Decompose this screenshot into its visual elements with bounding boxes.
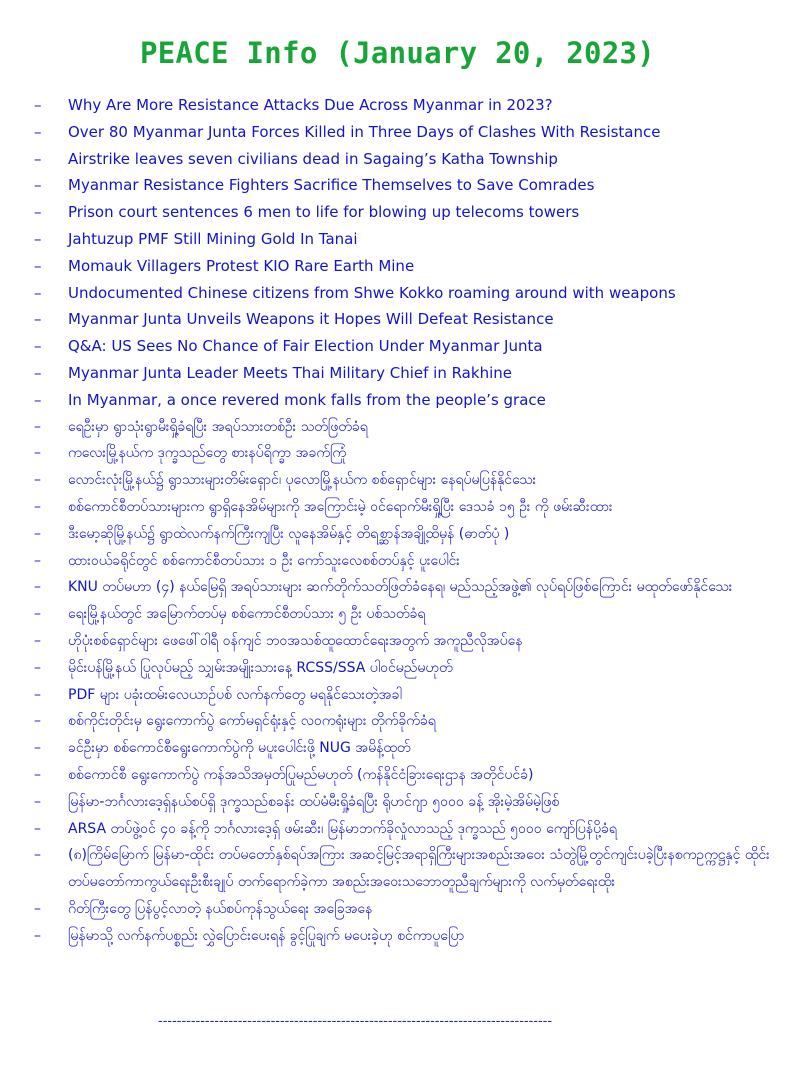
bullet-dash: – xyxy=(34,149,42,168)
headline-link[interactable]: Momauk Villagers Protest KIO Rare Earth Mine xyxy=(68,256,415,275)
headline-item[interactable] xyxy=(32,199,772,226)
headline-item[interactable] xyxy=(32,306,772,333)
bullet-dash: – xyxy=(34,793,41,810)
bullet-dash: – xyxy=(34,203,42,222)
headline-item[interactable] xyxy=(32,521,772,548)
headline-item[interactable] xyxy=(32,842,772,896)
headline-link[interactable]: Why Are More Resistance Attacks Due Across Myanmar in 2023? xyxy=(68,96,553,114)
bullet-dash: – xyxy=(34,283,42,302)
headline-link[interactable]: ARSA တပ်ဖွဲ့ဝင် ၄၀ ခန့်ကို ဘင်္ဂလားဒေ့ရှ် ဖမ်းဆီး၊ မြန်မာဘက်ခိုလှုံလာသည့် ဒုက္ခသည် ၅၀၀၀ ကျော်ပြန်ပို့ခံရ xyxy=(68,820,617,837)
bullet-dash: – xyxy=(34,632,41,649)
bullet-dash: – xyxy=(34,229,42,248)
headline-item[interactable] xyxy=(32,655,772,682)
headline-item[interactable] xyxy=(32,119,772,146)
headline-link[interactable]: မြန်မာ-ဘင်္ဂလားဒေ့ရှ်နယ်စပ်ရှိ ဒုက္ခသည်စခန်း ထပ်မံမီးရှို့ခံရပြီး ရိုဟင်ဂျာ ၅၀၀၀ ခန့် အိုးမဲ့အိမ်မဲ့ဖြစ် xyxy=(68,793,560,810)
page-title: PEACE Info (January 20, 2023) xyxy=(139,36,656,70)
headline-link[interactable]: မြန်မာသို့ လက်နက်ပစ္စည်း လွှဲပြောင်းပေးရန် ခွင့်ပြုချက် မပေးခဲ့ဟု စင်ကာပူပြော xyxy=(68,927,465,944)
headline-item[interactable] xyxy=(32,923,772,950)
headline-link[interactable]: Over 80 Myanmar Junta Forces Killed in Three Days of Clashes With Resistance xyxy=(68,122,661,141)
headline-link[interactable]: Myanmar Resistance Fighters Sacrifice Themselves to Save Comrades xyxy=(68,176,595,195)
headline-item[interactable] xyxy=(32,708,772,735)
headline-link[interactable]: Undocumented Chinese citizens from Shwe Kokko roaming around with weapons xyxy=(68,283,676,302)
headline-link[interactable]: လောင်းလုံးမြို့နယ်၌ ရွာသားများတိမ်းရှောင်၊ ပုလောမြို့နယ်က စစ်ရှောင်များ နေရပ်မပြန်နိုင်သေး xyxy=(68,472,537,489)
headline-item[interactable] xyxy=(32,896,772,923)
bullet-dash: – xyxy=(34,445,41,462)
bullet-dash: – xyxy=(34,713,41,730)
headline-link[interactable]: Prison court sentences 6 men to life for blowing up telecoms towers xyxy=(68,203,580,222)
headline-item[interactable] xyxy=(32,92,772,119)
bullet-dash: – xyxy=(34,847,41,864)
headline-link[interactable]: ရေးမြို့နယ်တွင် အမြောက်တပ်မှ စစ်ကောင်စီတပ်သား ၅ ဦး ပစ်သတ်ခံရ xyxy=(68,606,426,623)
headline-item[interactable] xyxy=(32,789,772,816)
headline-link[interactable]: Airstrike leaves seven civilians dead in Sagaing’s Katha Township xyxy=(68,149,558,168)
headline-link[interactable]: ထားဝယ်ခရိုင်တွင် စစ်ကောင်စီတပ်သား ၁ ဦး ကော်သူးလေစစ်တပ်နှင့် ပူးပေါင်း xyxy=(68,552,460,569)
bullet-dash: – xyxy=(34,256,42,275)
headline-item[interactable] xyxy=(32,280,772,307)
headline-link[interactable]: Q&A: US Sees No Chance of Fair Election Under Myanmar Junta xyxy=(68,337,543,356)
headline-item[interactable] xyxy=(32,682,772,709)
headline-item[interactable] xyxy=(32,494,772,521)
headline-item[interactable] xyxy=(32,574,772,601)
bullet-dash: – xyxy=(34,176,42,195)
headline-link[interactable]: KNU တပ်မဟာ (၄) နယ်မြေရှိ အရပ်သားများ ဆက်တိုက်သတ်ဖြတ်ခံနေရ၊ မည်သည့်အဖွဲ့၏ လုပ်ရပ်ဖြစ်ကြောင်း မထုတ်ဖော်နိုင်သေး xyxy=(68,579,733,596)
headline-item[interactable] xyxy=(32,172,772,199)
news-headline-list xyxy=(32,92,772,950)
headline-item[interactable] xyxy=(32,440,772,467)
headline-link[interactable]: ကလေးမြို့နယ်က ဒုက္ခသည်တွေ စားနပ်ရိက္ခာ အခက်ကြုံ xyxy=(68,445,347,462)
bullet-dash: – xyxy=(34,900,41,917)
bullet-dash: – xyxy=(34,472,41,489)
bullet-dash: – xyxy=(34,390,42,409)
bullet-dash: – xyxy=(34,363,42,382)
bullet-dash: – xyxy=(34,498,41,515)
bullet-dash: – xyxy=(34,740,41,757)
bullet-dash: – xyxy=(34,96,42,114)
headline-link[interactable]: PDF များ ပခုံးထမ်းလေယာဉ်ပစ် လက်နက်တွေ မရနိုင်သေးတဲ့အခါ xyxy=(68,686,402,703)
headline-item[interactable] xyxy=(32,816,772,843)
bullet-dash: – xyxy=(34,310,42,329)
headline-link[interactable]: ဟိုပုံးစစ်ရှောင်များ ဖေဖေါ်ဝါရီ ဝန်ကျင် ဘဝအသစ်ထူထောင်ရေးအတွက် အကူညီလိုအပ်နေ xyxy=(68,632,523,649)
headline-link[interactable]: စစ်ကောင်စီတပ်သားများက ရွာရှိနေအိမ်များကို အကြောင်းမဲ့ ဝင်ရောက်မီးရှို့ပြီး ဒေသခံ ၁၅ ဦး ကို ဖမ်းဆီးထား xyxy=(68,498,613,515)
bullet-dash: – xyxy=(34,122,42,141)
headline-link[interactable]: ရေဦးမှာ ရွာသုံးရွာမီးရှို့ခံရပြီး အရပ်သားတစ်ဦး သတ်ဖြတ်ခံရ xyxy=(68,418,368,435)
headline-item[interactable] xyxy=(32,467,772,494)
bullet-dash: – xyxy=(34,552,41,569)
headline-link[interactable]: In Myanmar, a once revered monk falls from the people’s grace xyxy=(68,390,546,409)
headline-link[interactable]: (၈)ကြိမ်မြောက် မြန်မာ-ထိုင်း တပ်မတော်နှစ်ရပ်အကြား အဆင့်မြင့်အရာရှိကြီးများအစည်းအဝေး သံတွဲမြို့တွင်ကျင်းပခဲ့ပြီးနစကဥက္ကဋ္ဌနှင့် ထိုင်းတပ်မတော်ကာကွယ်ရေးဦးစီးချုပ် တက်ရောက်ခဲ့ကာ အစည်းအဝေးသဘောတူညီချက်များကို လက်မှတ်ရေးထိုး xyxy=(68,847,770,891)
bullet-dash: – xyxy=(34,659,41,676)
headline-item[interactable] xyxy=(32,762,772,789)
bullet-dash: – xyxy=(34,820,41,837)
bullet-dash: – xyxy=(34,579,41,596)
headline-item[interactable] xyxy=(32,360,772,387)
headline-link[interactable]: Jahtuzup PMF Still Mining Gold In Tanai xyxy=(68,229,358,248)
headline-item[interactable] xyxy=(32,628,772,655)
headline-link[interactable]: မိုင်းပန်မြို့နယ် ပြုလုပ်မည့် သျှမ်းအမျိုးသားနေ့ RCSS/SSA ပါဝင်မည်မဟုတ် xyxy=(68,659,453,676)
headline-item[interactable] xyxy=(32,414,772,441)
headline-link[interactable]: ခင်ဦးမှာ စစ်ကောင်စီရွေးကောက်ပွဲကို မပူးပေါင်းဖို့ NUG အမိန့်ထုတ် xyxy=(68,740,411,757)
headline-item[interactable] xyxy=(32,253,772,280)
bullet-dash: – xyxy=(34,525,41,542)
bullet-dash: – xyxy=(34,927,41,944)
headline-item[interactable] xyxy=(32,601,772,628)
headline-item[interactable] xyxy=(32,146,772,173)
divider-line: ------------------------------------------------------------------------------------ xyxy=(158,1014,553,1029)
headline-link[interactable]: ဒီးမော့ဆိုမြို့နယ်၌ ရွာထဲလက်နက်ကြီးကျပြီး လူနေအိမ်နှင့် တိရစ္ဆာန်အချို့ထိမှန် (ဓာတ်ပုံ ) xyxy=(68,525,510,542)
headline-link[interactable]: စစ်ကိုင်းတိုင်းမှ ရွေးကောက်ပွဲ ကော်မရှင်ရုံးနှင့် လဝကရုံးများ တိုက်ခိုက်ခံရ xyxy=(68,713,436,730)
headline-item[interactable] xyxy=(32,226,772,253)
bullet-dash: – xyxy=(34,337,42,356)
headline-item[interactable] xyxy=(32,548,772,575)
headline-item[interactable] xyxy=(32,735,772,762)
bullet-dash: – xyxy=(34,686,41,703)
headline-link[interactable]: ဂိတ်ကြီးတွေ ပြန်ပွင့်လာတဲ့ နယ်စပ်ကုန်သွယ်ရေး အခြေအနေ xyxy=(68,900,373,917)
headline-link[interactable]: Myanmar Junta Unveils Weapons it Hopes Will Defeat Resistance xyxy=(68,310,554,329)
headline-item[interactable] xyxy=(32,333,772,360)
bullet-dash: – xyxy=(34,606,41,623)
headline-link[interactable]: Myanmar Junta Leader Meets Thai Military Chief in Rakhine xyxy=(68,363,512,382)
headline-item[interactable] xyxy=(32,387,772,414)
headline-link[interactable]: စစ်ကောင်စီ ရွေးကောက်ပွဲ ကန်အသိအမှတ်ပြုမည်မဟုတ် (ကန်နိုင်ငံခြားရေးဌာန အတိုင်ပင်ခံ) xyxy=(68,766,534,783)
bullet-dash: – xyxy=(34,766,41,783)
bullet-dash: – xyxy=(34,418,41,435)
